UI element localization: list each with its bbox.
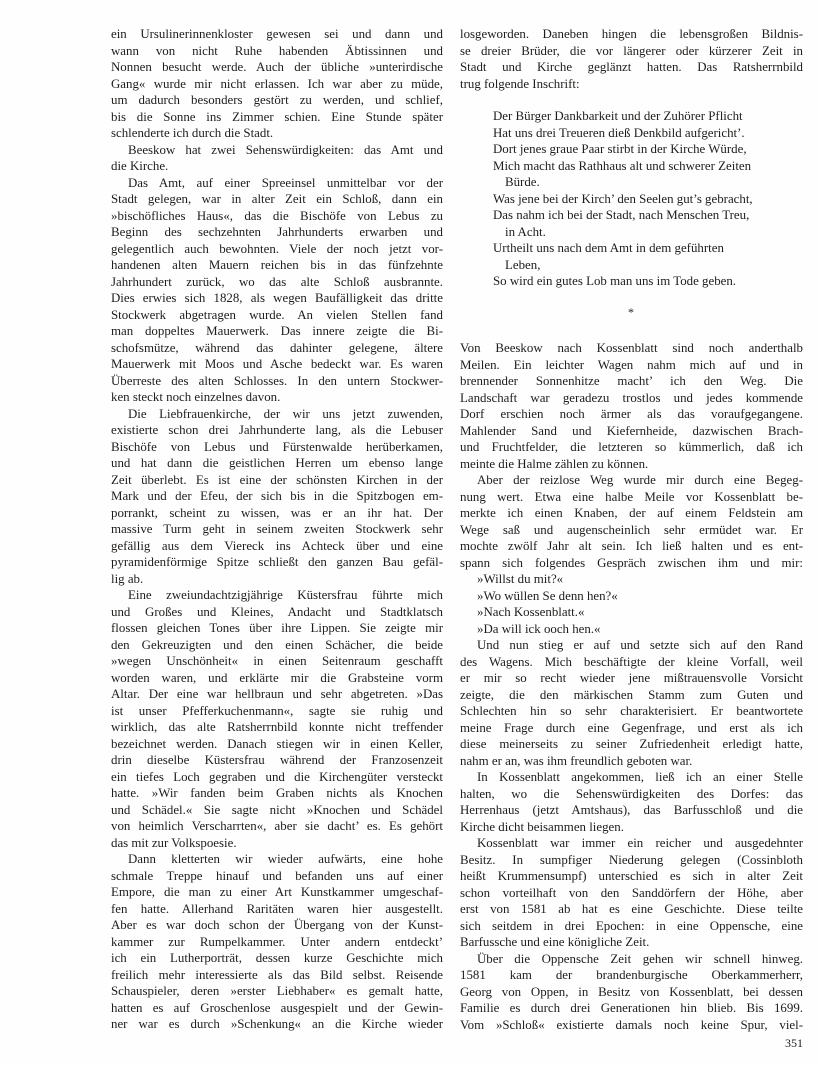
left-text-column (111, 26, 443, 1033)
text-line: Familie es durch drei Generationen hin blieb. Bis 1699. (460, 1001, 803, 1015)
verse-line: Leben, (505, 257, 541, 272)
text-line: »Da will ick ooch hen.« (477, 621, 601, 636)
text-line: Kirche dicht beisammen liegen. (460, 819, 624, 834)
text-line: Dann kletterten wir wieder aufwärts, eine hohe (128, 852, 443, 866)
text-line: schlenderte ich durch die Stadt. (111, 126, 274, 140)
text-line: freilich mehr interessierte als das Bild selbst. Reisende (111, 967, 443, 982)
text-line: pyramidenförmige Spitze schließt den ganzen Bau gefäl- (111, 555, 443, 569)
text-line: gelegentlich auch bewohnten. Viele der noch jetzt vor- (111, 241, 443, 256)
text-line: meinte die Halme zählen zu können. (460, 456, 649, 471)
text-line: merkte ich einen Knaben, der auf einem Feldstein am (460, 506, 803, 520)
text-line: meine Frage durch eine Gegenfrage, und erst als ich (460, 720, 803, 735)
text-line: Empore, die man zu einer Art Kunstkammer umgeschaf- (111, 885, 443, 899)
verse-line: in Acht. (505, 224, 546, 239)
text-line: das mit zur Volkspoesie. (111, 835, 237, 850)
text-line: ist unser Pfefferkuchenmann«, sagte sie ruhig und (111, 703, 443, 718)
text-line: ein tiefes Loch gegraben und die Kirchengüter versteckt (111, 769, 443, 784)
text-line: trug folgende Inschrift: (460, 76, 580, 91)
text-line: bezeichnet werden. Danach stiegen wir in einen Keller, (111, 736, 443, 751)
verse-line: So wird ein gutes Lob man uns im Tode geben. (493, 274, 737, 288)
text-line: und Schädel.« Sie sagte nicht »Knochen und Schädel (111, 802, 443, 817)
text-line: fen hatte. Allerhand Raritäten waren hier ausgestellt. (111, 901, 443, 916)
text-line: Gang« wurde mir nicht erlassen. Ich war aber zu müde, (111, 76, 443, 91)
text-line: ich ein Lutherporträt, dessen kurze Geschichte mich (111, 951, 443, 965)
text-line: die Kirche. (111, 159, 169, 173)
text-line: brennender Sonnenhitze macht’ ich den Weg. Die (460, 374, 803, 388)
text-line: Landschaft war geradezu trostlos und jedes kommende (460, 390, 803, 405)
text-line: »Nach Kossenblatt.« (477, 605, 585, 619)
text-line: nahm er an, was ihm freundlich geboten war. (460, 753, 693, 768)
text-line: schofsmütze, während das dahinter gelegene, ältere (111, 340, 443, 355)
text-line: »bischöfliches Haus«, das die Bischöfe von Lebus zu (111, 208, 443, 223)
text-line: wann von nicht Ruhe habenden Äbtissinnen und (111, 43, 443, 58)
verse-line: Hat uns drei Treueren dieß Denkbild aufgericht’. (493, 125, 745, 140)
text-line: Nonnen besucht werde. Auch der übliche »unterirdische (111, 60, 443, 74)
text-line: Dorf erschien noch ärmer als das voraufgegangene. (460, 407, 803, 421)
text-line: worden waren, und erklärte mir die Grabsteine vorm (111, 670, 443, 685)
text-line: um dadurch besonders gestört zu werden, und schlief, (111, 93, 443, 107)
text-line: Jahrhundert zurück, wo das alte Schloß ausbrannte. (111, 274, 443, 289)
text-line: Wege saß und augenscheinlich sehr ermüdet war. Er (460, 522, 803, 537)
text-line: und hat dann die geistlichen Herren um ebenso lange (111, 456, 443, 470)
text-line: Überreste des alten Schlosses. In den untern Stockwer- (111, 373, 443, 388)
text-line: losgeworden. Daneben hingen die lebensgroßen Bildnis- (460, 27, 803, 41)
text-line: Beeskow hat zwei Sehenswürdigkeiten: das Amt und (128, 142, 443, 157)
text-line: handenen alten Mauern reichen bis in das fünfzehnte (111, 258, 443, 272)
verse-line: Dort jenes graue Paar stirbt in der Kirche Würde, (493, 142, 747, 156)
text-line: Stadt und Kirche geglänzt hatten. Das Ratsherrnbild (460, 60, 803, 74)
text-line: Aber es war doch schon der Übergang von der Kunst- (111, 918, 443, 932)
text-line: Altar. Der eine war hellbraun und sehr abgetreten. »Das (111, 687, 443, 701)
text-line: Mauerwerk mit Moos und Asche bedeckt war. Es waren (111, 357, 443, 371)
text-line: Dies erwies sich 1828, als wegen Baufälligkeit das dritte (111, 291, 443, 305)
text-line: halten, wo die Sehenswürdigkeiten des Dorfes: das (460, 786, 803, 801)
text-line: existierte schon drei Jahrhunderte lang, als die Lebuser (111, 423, 443, 437)
text-line: flossen gleichen Tones über ihre Lippen. Sie zeigte mir (111, 621, 443, 635)
text-line: Herrenhaus (jetzt Amtshaus), das Barfusschloß und die (460, 803, 803, 817)
text-line: 1581 kam der brandenburgische Oberkammerherr, (460, 968, 803, 982)
text-line: kammer zur Rumpelkammer. Unter andern entdeckt’ (111, 934, 443, 949)
text-line: »wegen Unschönheit« in einen Seitenraum geschafft (111, 654, 443, 668)
text-line: ken steckt noch einzelnes davon. (111, 390, 281, 404)
text-line: wirklich, das alte Ratsherrnbild konnte nicht treffender (111, 720, 443, 734)
text-line: lig ab. (111, 571, 144, 586)
text-line: Zeit überlebt. Es ist eine der schönsten Kirchen in der (111, 472, 443, 487)
text-line: Stockwerk abgetragen wurde. An vielen Stellen fand (111, 307, 443, 322)
text-line: massive Turm geht in seinem zweiten Stockwerk sehr (111, 522, 443, 536)
text-line: Besitz. In sumpfiger Niederung gelegen (Cossinbloth (460, 852, 803, 867)
text-line: hatten es auf Groschenlose ausgespielt und der Gewin- (111, 1000, 443, 1015)
text-line: Mark und der Efeu, der sich bis in die Spitzbogen em- (111, 489, 443, 503)
verse-line: Was jene bei der Kirch’ den Seelen gut’s gebracht, (493, 191, 753, 206)
inscription-verse (460, 108, 803, 290)
verse-line: Urtheilt uns nach dem Amt in dem geführten (493, 241, 724, 255)
verse-line: Das nahm ich bei der Stadt, nach Menschen Treu, (493, 208, 750, 222)
text-line: nung wert. Etwa eine halbe Meile vor Kossenblatt be- (460, 489, 803, 504)
text-line: spann sich folgendes Gespräch zwischen ihm und mir: (460, 555, 803, 570)
text-line: von heimlich Verscharrten«, aber sie dacht’ es. Es gehört (111, 819, 443, 833)
text-line: Eine zweiundachtzigjährige Küstersfrau führte mich (128, 588, 443, 602)
text-line: »Wo wüllen Se denn hen?« (477, 588, 618, 603)
text-line: Von Beeskow nach Kossenblatt sind noch anderthalb (460, 341, 803, 355)
text-line: erst von 1581 ab hat es eine Geschichte. Diese teilte (460, 902, 803, 916)
text-line: Stadt gelegen, war in alter Zeit ein Schloß, dann ein (111, 192, 443, 206)
text-line: gefällig aus dem Viereck ins Achteck über und eine (111, 538, 443, 553)
text-line: Beginn des sechzehnten Jahrhunderts erwarben und (111, 225, 443, 239)
verse-line: Der Bürger Dankbarkeit und der Zuhörer Pflicht (493, 109, 743, 123)
text-line: Bischöfe von Lebus und Fürstenwalde herüberkamen, (111, 439, 443, 454)
text-line: den Gekreuzigten und den einen Schächer, die beide (111, 637, 443, 652)
text-line: diese meinerseits zu seiner Zufriedenheit erledigt hatte, (460, 737, 803, 751)
text-line: Kossenblatt war immer ein reicher und ausgedehnter (477, 836, 803, 850)
text-line: Schauspieler, deren »erster Liebhaber« es gemalt hatte, (111, 984, 443, 998)
text-line: Schlechten hin so sehr charakterisiert. Er beantwortete (460, 704, 803, 718)
text-line: Georg von Oppen, in Besitz von Kossenblatt, bei dessen (460, 984, 803, 999)
text-line: Aber der reizlose Weg wurde mir durch eine Begeg- (477, 473, 803, 487)
text-line: drin dieselbe Küstersfrau während der Franzosenzeit (111, 753, 443, 767)
text-line: Die Liebfrauenkirche, der wir uns jetzt zuwenden, (128, 406, 443, 421)
verse-line: Bürde. (505, 175, 540, 189)
text-line: hatte. »Wir fanden beim Graben nichts als Knochen (111, 786, 443, 800)
text-line: In Kossenblatt angekommen, ließ ich an einer Stelle (477, 770, 803, 784)
text-line: des Wagens. Mich beschäftigte der kleine Vorfall, weil (460, 654, 803, 669)
text-line: Das Amt, auf einer Spreeinsel unmittelbar vor der (128, 175, 443, 190)
text-line: man doppeltes Mauerwerk. Das innere zeigte die Bi- (111, 324, 443, 338)
text-line: schon vorteilhaft von den Sanddörfern der Höhe, aber (460, 885, 803, 900)
text-line: ner war es durch »Schenkung« an die Kirche wieder (111, 1017, 443, 1031)
text-line: Barfussche und eine königliche Zeit. (460, 935, 650, 949)
text-line: Über die Oppensche Zeit gehen wir schnell hinweg. (477, 951, 803, 966)
text-line: und Fruchtfelder, die letzteren so kümmerlich, daß ich (460, 440, 803, 454)
verse-line: Mich macht das Rathhaus alt und schwerer Zeiten (493, 158, 752, 173)
text-line: ein Ursulinerinnenkloster gewesen sei und dann und (111, 27, 443, 41)
text-line: »Willst du mit?« (477, 572, 564, 586)
text-line: zeigte, die den märkischen Stamm zum Guten und (460, 687, 803, 702)
text-line: heißt Krummensumpf) unterschied es sich in alter Zeit (460, 869, 803, 883)
text-line: Mahlender Sand und Kiefernheide, dazwischen Brach- (460, 423, 803, 438)
text-line: und Großes und Kleines, Andacht und Stadtklatsch (111, 604, 443, 619)
text-line: bis die Sonne ins Zimmer schien. Eine Stunde später (111, 109, 443, 124)
text-line: er mir so recht wieder jene mißtrauensvolle Vorsicht (460, 671, 803, 685)
text-line: Und nun stieg er auf und setzte sich auf den Rand (477, 638, 803, 652)
text-line: porrankt, scheint zu wissen, was er an ihr hat. Der (111, 505, 443, 520)
section-separator: * (628, 304, 635, 319)
page-number: 351 (785, 1036, 803, 1050)
text-line: schmale Treppe hinauf und befanden uns auf einer (111, 868, 443, 883)
text-line: Meilen. Ein leichter Wagen nahm mich auf und in (460, 357, 803, 372)
right-text-column (460, 26, 803, 1033)
text-line: se dreier Brüder, die vor längerer oder kürzerer Zeit in (460, 43, 803, 58)
text-line: Vom »Schloß« existierte damals noch keine Spur, viel- (460, 1017, 803, 1032)
text-line: mochte zwölf Jahr alt sein. Ich ließ halten und es ent- (460, 539, 803, 553)
text-line: sich seitdem in drei Epochen: in eine Oppensche, eine (460, 918, 803, 933)
